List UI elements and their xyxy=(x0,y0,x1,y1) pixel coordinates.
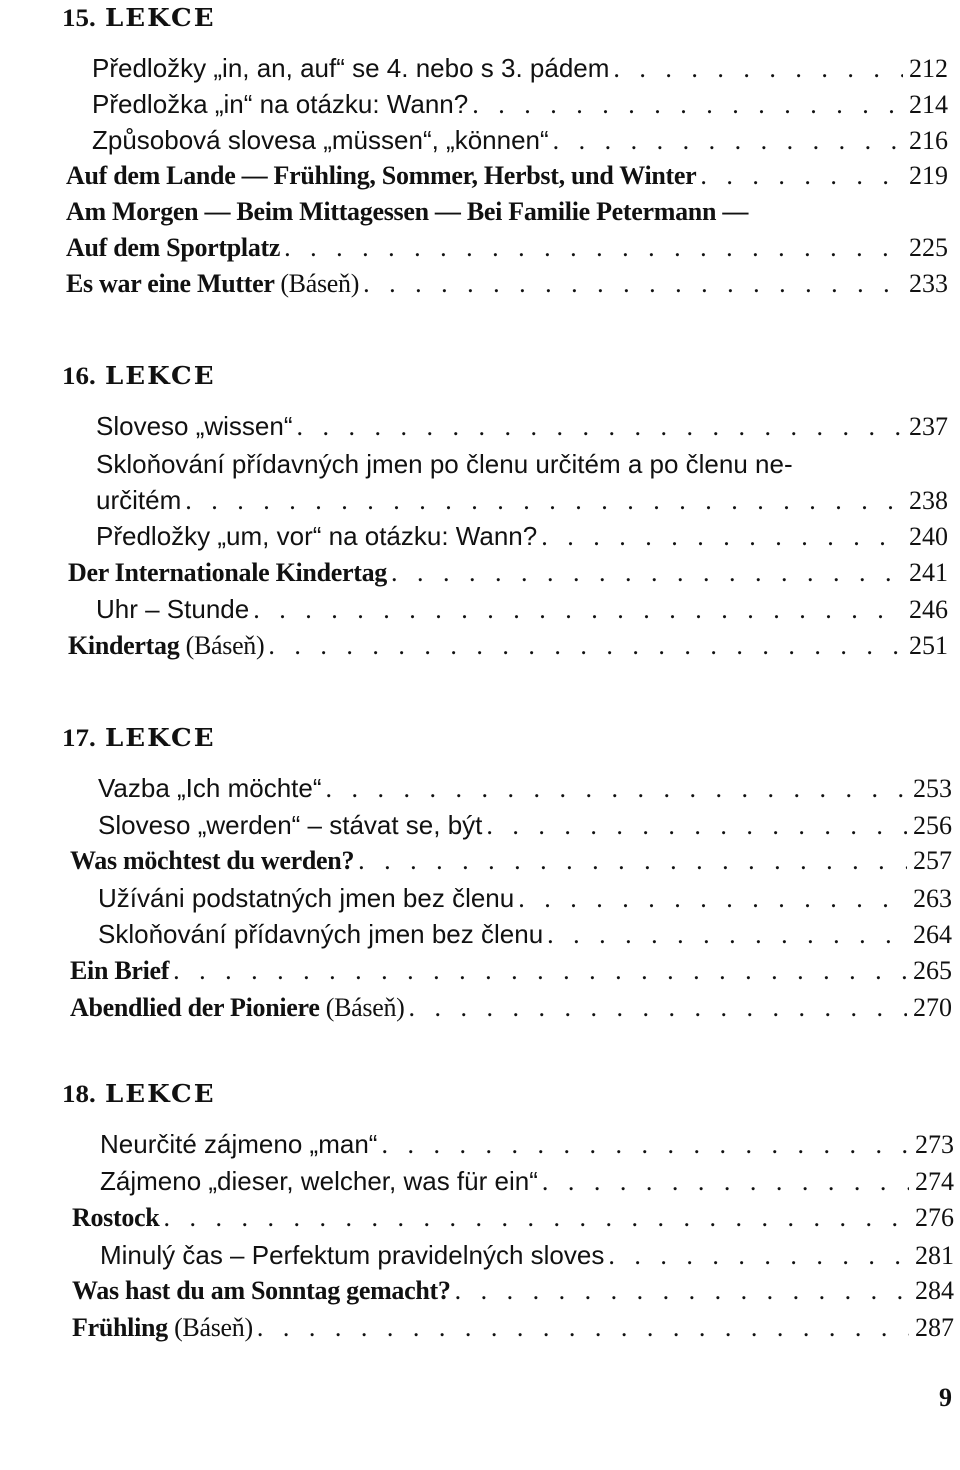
dot-leader xyxy=(543,917,907,953)
entry-page: 257 xyxy=(913,846,952,875)
entry-page: 276 xyxy=(915,1203,954,1232)
entry-page: 214 xyxy=(909,90,948,119)
toc-entry xyxy=(66,194,948,230)
lesson-word: LEKCE xyxy=(105,723,216,753)
toc-entry xyxy=(98,880,952,916)
dot-leader xyxy=(359,266,903,302)
entry-title: Předložky „um, vor“ na otázku: Wann? xyxy=(96,521,538,551)
entry-page: 241 xyxy=(909,558,948,587)
lesson-16-heading xyxy=(62,360,216,391)
dot-leader xyxy=(538,1164,909,1200)
entry-title-suffix: (Báseň) xyxy=(174,1313,253,1342)
entry-page: 233 xyxy=(909,269,948,298)
entry-page: 240 xyxy=(909,522,948,551)
toc-entry xyxy=(92,86,948,122)
dot-leader xyxy=(169,953,907,989)
toc-entry xyxy=(96,518,948,554)
toc-entry xyxy=(72,1310,954,1346)
dot-leader xyxy=(451,1273,909,1309)
page-number: 9 xyxy=(939,1383,952,1412)
entry-page: 251 xyxy=(909,631,948,660)
toc-entry xyxy=(68,555,948,591)
toc-entry xyxy=(92,122,948,158)
dot-leader xyxy=(377,1127,909,1163)
entry-title: Frühling (Báseň) xyxy=(72,1313,253,1342)
toc-entry xyxy=(98,807,952,843)
toc-entry xyxy=(98,916,952,952)
lesson-number: 18. xyxy=(62,1078,96,1108)
lesson-number: 17. xyxy=(62,722,96,752)
dot-leader xyxy=(280,230,903,266)
toc-entry xyxy=(100,1163,954,1199)
entry-title: Způsobová slovesa „müssen“, „können“ xyxy=(92,125,549,155)
entry-page: 263 xyxy=(913,884,952,913)
entry-page: 246 xyxy=(909,595,948,624)
entry-title: Am Morgen — Beim Mittagessen — Bei Familie Petermann — xyxy=(66,197,749,226)
lesson-word: LEKCE xyxy=(105,3,216,33)
entry-page: 265 xyxy=(913,956,952,985)
entry-title: Skloňování přídavných jmen bez členu xyxy=(98,919,544,949)
entry-page: 225 xyxy=(909,233,948,262)
lesson-number: 15. xyxy=(62,2,96,32)
dot-leader xyxy=(609,51,903,87)
toc-entry xyxy=(100,1237,954,1273)
dot-leader xyxy=(249,592,903,628)
lesson-number: 16. xyxy=(62,360,96,390)
entry-title: Auf dem Lande — Frühling, Sommer, Herbst, und Winter xyxy=(66,161,697,190)
entry-page: 238 xyxy=(909,486,948,515)
entry-title: Auf dem Sportplatz xyxy=(66,233,281,262)
entry-page: 274 xyxy=(915,1167,954,1196)
dot-leader xyxy=(405,990,907,1026)
entry-title: Was hast du am Sonntag gemacht? xyxy=(72,1276,451,1305)
entry-title: Vazba „Ich möchte“ xyxy=(98,773,322,803)
dot-leader xyxy=(514,881,907,917)
toc-entry xyxy=(100,1126,954,1162)
entry-page: 256 xyxy=(913,811,952,840)
dot-leader xyxy=(537,519,903,555)
entry-page: 216 xyxy=(909,126,948,155)
dot-leader xyxy=(387,555,903,591)
lesson-17-heading xyxy=(62,722,216,753)
entry-title: Užíváni podstatných jmen bez členu xyxy=(98,883,515,913)
entry-page: 270 xyxy=(913,993,952,1022)
entry-title: Rostock xyxy=(72,1203,160,1232)
toc-entry xyxy=(72,1200,954,1236)
dot-leader xyxy=(482,808,907,844)
entry-title: Der Internationale Kindertag xyxy=(68,558,387,587)
entry-title: Zájmeno „dieser, welcher, was für ein“ xyxy=(100,1166,538,1196)
lesson-18-heading xyxy=(62,1078,216,1109)
entry-title: Sloveso „wissen“ xyxy=(96,411,293,441)
toc-entry xyxy=(66,158,948,194)
entry-title: Kindertag (Báseň) xyxy=(68,631,265,660)
dot-leader xyxy=(159,1200,909,1236)
entry-page: 281 xyxy=(915,1241,954,1270)
toc-entry xyxy=(96,408,948,444)
entry-title: určitém xyxy=(96,485,182,515)
entry-page: 253 xyxy=(913,774,952,803)
entry-title: Předložky „in, an, auf“ se 4. nebo s 3. pádem xyxy=(92,53,610,83)
toc-entry xyxy=(70,843,952,879)
entry-title: Es war eine Mutter (Báseň) xyxy=(66,269,360,298)
entry-title: Abendlied der Pioniere (Báseň) xyxy=(70,993,405,1022)
entry-title: Minulý čas – Perfektum pravidelných sloves xyxy=(100,1240,605,1270)
dot-leader xyxy=(468,87,903,123)
entry-title: Sloveso „werden“ – stávat se, být xyxy=(98,810,483,840)
dot-leader xyxy=(181,483,903,519)
entry-title: Předložka „in“ na otázku: Wann? xyxy=(92,89,469,119)
entry-page: 212 xyxy=(909,54,948,83)
dot-leader xyxy=(322,771,907,807)
dot-leader xyxy=(293,409,903,445)
dot-leader xyxy=(604,1238,909,1274)
toc-entry xyxy=(66,230,948,266)
entry-title: Uhr – Stunde xyxy=(96,594,250,624)
entry-title: Neurčité zájmeno „man“ xyxy=(100,1129,378,1159)
entry-title-suffix: (Báseň) xyxy=(325,993,405,1022)
toc-entry xyxy=(70,953,952,989)
toc-entry xyxy=(92,50,948,86)
toc-entry xyxy=(70,990,952,1026)
toc-entry xyxy=(96,446,948,482)
entry-page: 273 xyxy=(915,1130,954,1159)
entry-page: 264 xyxy=(913,920,952,949)
entry-page: 219 xyxy=(909,161,948,190)
toc-entry xyxy=(72,1273,954,1309)
entry-page: 284 xyxy=(915,1276,954,1305)
entry-title-suffix: (Báseň) xyxy=(185,631,265,660)
dot-leader xyxy=(253,1310,909,1346)
toc-entry xyxy=(96,591,948,627)
lesson-word: LEKCE xyxy=(105,361,216,391)
lesson-word: LEKCE xyxy=(105,1079,216,1109)
entry-page: 287 xyxy=(915,1313,954,1342)
dot-leader xyxy=(549,123,903,159)
dot-leader xyxy=(354,843,907,879)
entry-title: Ein Brief xyxy=(70,956,170,985)
dot-leader xyxy=(264,628,903,664)
toc-entry xyxy=(96,482,948,518)
toc-entry xyxy=(68,628,948,664)
entry-page: 237 xyxy=(909,412,948,441)
toc-entry xyxy=(66,266,948,302)
dot-leader xyxy=(696,158,903,194)
entry-title: Was möchtest du werden? xyxy=(70,846,355,875)
entry-title-suffix: (Báseň) xyxy=(280,269,360,298)
lesson-15-heading xyxy=(62,2,216,33)
entry-title: Skloňování přídavných jmen po členu určitém a po členu ne- xyxy=(96,449,793,479)
toc-entry xyxy=(98,770,952,806)
